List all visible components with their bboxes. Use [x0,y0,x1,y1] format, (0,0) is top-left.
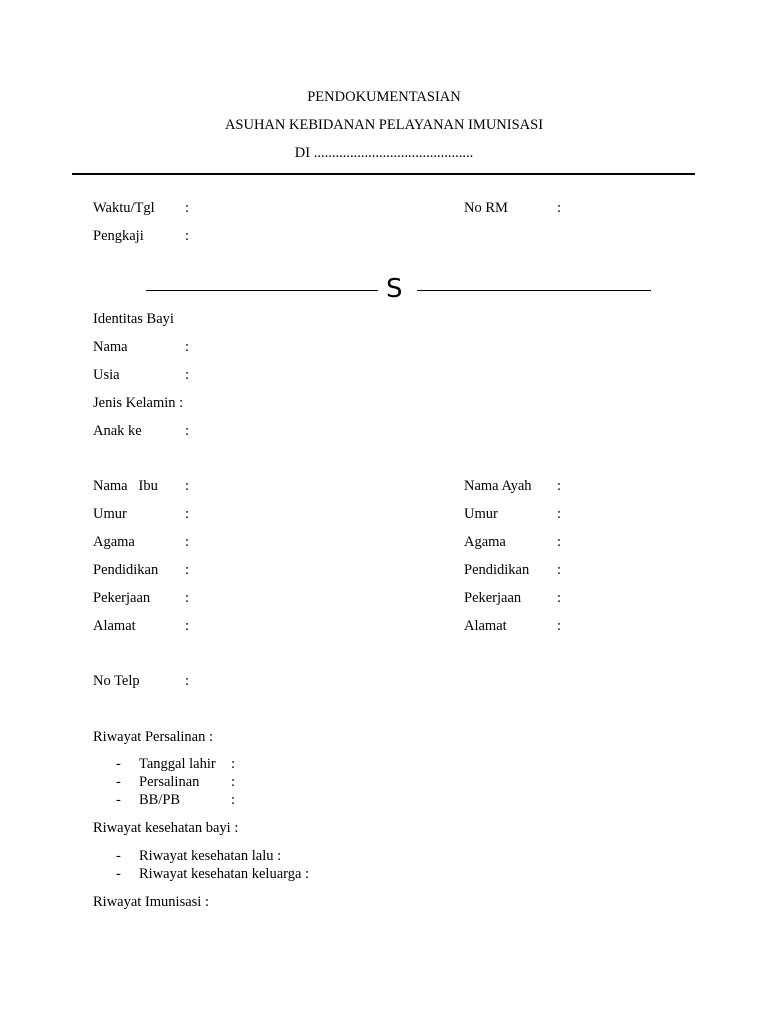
ayah-pendidikan-label: Pendidikan [464,562,530,578]
section-rule-left [146,290,378,291]
bbpb-colon: : [231,792,236,808]
ibu-alamat-colon: : [185,618,190,634]
list-dash: - [116,756,121,772]
bayi-anak-ke-label: Anak ke [93,423,142,439]
bayi-usia-colon: : [185,367,190,383]
bayi-usia-label: Usia [93,367,120,383]
kesehatan-keluarga-label: Riwayat kesehatan keluarga : [139,866,310,882]
header-divider [72,173,695,175]
doc-title-line2: ASUHAN KEBIDANAN PELAYANAN IMUNISASI [224,117,544,133]
ibu-pekerjaan-colon: : [185,590,190,606]
bayi-jenis-kelamin-label: Jenis Kelamin : [93,395,184,411]
list-dash: - [116,792,121,808]
doc-title-line1: PENDOKUMENTASIAN [307,89,461,105]
no-telp-colon: : [185,673,190,689]
ayah-alamat-label: Alamat [464,618,507,634]
section-letter: S [386,274,403,304]
ayah-agama-colon: : [557,534,562,550]
identitas-heading: Identitas Bayi [93,311,174,327]
ayah-pekerjaan-label: Pekerjaan [464,590,522,606]
norm-colon: : [557,200,562,216]
list-dash: - [116,866,121,882]
ayah-nama-colon: : [557,478,562,494]
ibu-umur-colon: : [185,506,190,522]
doc-title-line3: DI ............................................ [294,145,474,161]
bayi-anak-ke-colon: : [185,423,190,439]
ibu-agama-colon: : [185,534,190,550]
pengkaji-colon: : [185,228,190,244]
persalinan-heading: Riwayat Persalinan : [93,729,214,745]
ibu-nama-label: Nama Ibu [93,478,158,494]
section-rule-right [417,290,651,291]
list-dash: - [116,774,121,790]
ibu-pendidikan-colon: : [185,562,190,578]
ibu-alamat-label: Alamat [93,618,136,634]
norm-label: No RM [464,200,508,216]
no-telp-label: No Telp [93,673,140,689]
ayah-agama-label: Agama [464,534,506,550]
ibu-pekerjaan-label: Pekerjaan [93,590,151,606]
bbpb-label: BB/PB [139,792,181,808]
ayah-pekerjaan-colon: : [557,590,562,606]
imunisasi-heading: Riwayat Imunisasi : [93,894,209,910]
list-dash: - [116,848,121,864]
bayi-nama-label: Nama [93,339,128,355]
ibu-agama-label: Agama [93,534,135,550]
kesehatan-heading: Riwayat kesehatan bayi : [93,820,239,836]
persalinan-label: Persalinan [139,774,200,790]
waktu-colon: : [185,200,190,216]
ayah-nama-label: Nama Ayah [464,478,532,494]
persalinan-colon: : [231,774,236,790]
ayah-umur-label: Umur [464,506,498,522]
ibu-nama-colon: : [185,478,190,494]
kesehatan-lalu-label: Riwayat kesehatan lalu : [139,848,282,864]
waktu-label: Waktu/Tgl [93,200,155,216]
ibu-pendidikan-label: Pendidikan [93,562,159,578]
ayah-pendidikan-colon: : [557,562,562,578]
tanggal-lahir-colon: : [231,756,236,772]
ayah-alamat-colon: : [557,618,562,634]
bayi-nama-colon: : [185,339,190,355]
ayah-umur-colon: : [557,506,562,522]
tanggal-lahir-label: Tanggal lahir [139,756,216,772]
pengkaji-label: Pengkaji [93,228,144,244]
ibu-umur-label: Umur [93,506,127,522]
